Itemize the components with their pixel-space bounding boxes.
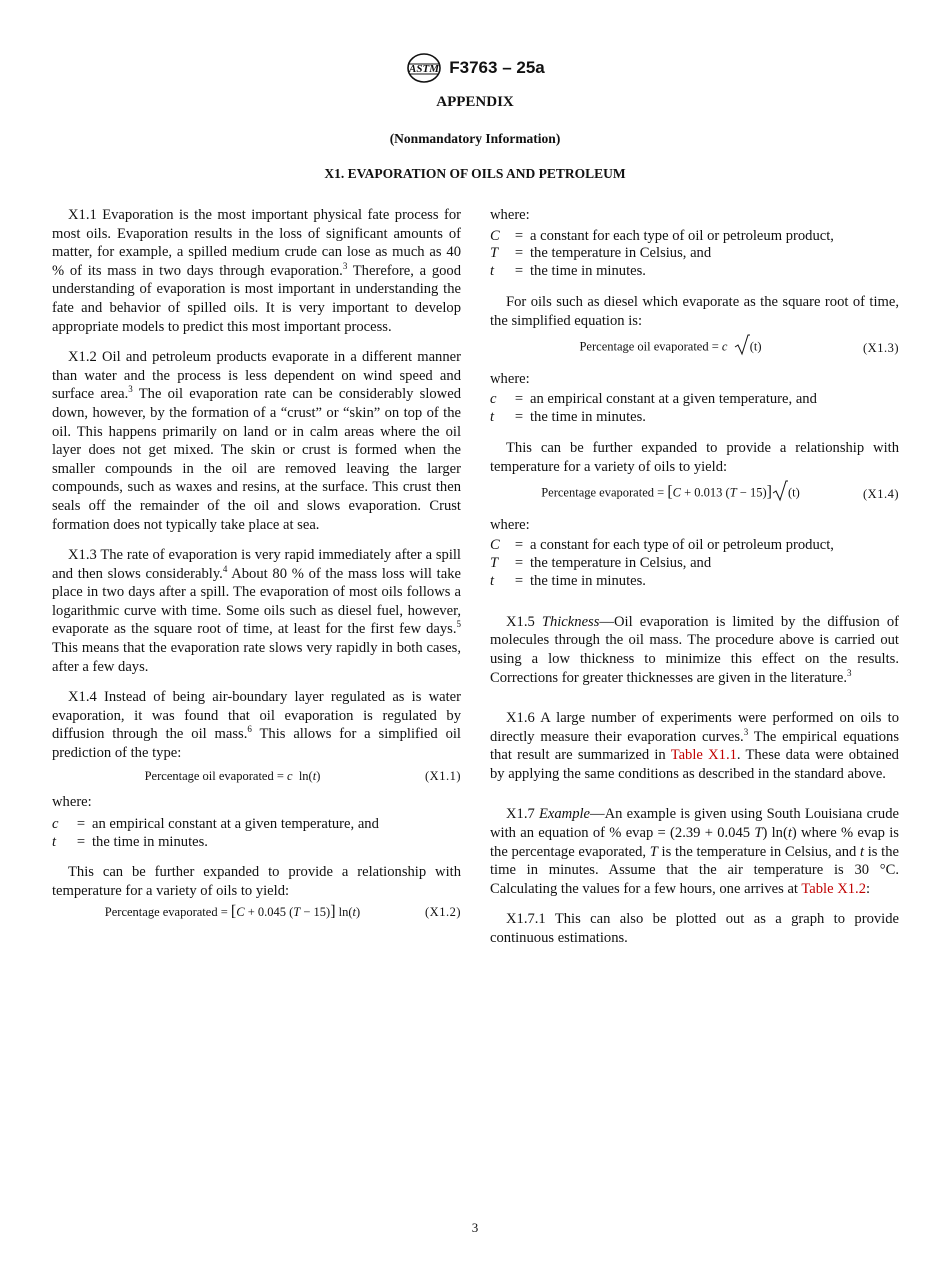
where-label: where: xyxy=(490,516,530,533)
definitions-list xyxy=(52,816,461,852)
appendix-heading: APPENDIX xyxy=(436,94,514,110)
definition-item: t = the time in minutes. xyxy=(490,409,646,426)
left-column xyxy=(52,206,461,929)
para-x1-7-1: X1.7.1 This can also be plotted out as a graph to provide continuous estimations. xyxy=(490,911,899,947)
para-diesel: For oils such as diesel which evaporate as the square root of time, the simplified equation is: xyxy=(490,293,899,329)
definition-item: t = the time in minutes. xyxy=(490,263,646,280)
para-x1-4: X1.4 Instead of being air-boundary layer regulated as is water evaporation, it was found that oil evaporation is regulated by diffusion through the oil mass.$^6$ This allows for a simplified oil prediction of the type: xyxy=(52,689,461,762)
document-header xyxy=(0,52,950,89)
nonmandatory-note: (Nonmandatory Information) xyxy=(389,131,561,146)
definition-item: T = the temperature in Celsius, and xyxy=(490,245,712,262)
equation-x1-3: Percentage oil evaporated = c (t) (X1.3) xyxy=(490,334,899,362)
astm-logo-icon xyxy=(405,52,443,84)
para-x1-1: X1.1 Evaporation is the most important physical fate process for most oils. Evaporation results in the loss of significant amounts of matter, for example, a spilled medium crude can lose as much as 40 % of its mass in two days through evaporation.$^3$ Therefore, a good understanding of evaporation is most important in understanding the fate and behavior of spilled oils. It is very important to develop appropriate models to predict this most important process. xyxy=(52,207,462,335)
para-x1-7: X1.7 Example—An example is given using South Louisiana crude with an equation of % evap = (2.39 + 0.045 T) ln(t) where % evap is the percentage evaporated, T is the temperature in Celsius, and t is the time in minutes. Assume that the air temperature is 30 °C. Calculating the values for a few hours, one arrives at Table X1.2: xyxy=(490,806,899,897)
table-x1-1-link[interactable]: Table X1.1 xyxy=(670,747,737,764)
para-x1-5: X1.5 Thickness—Oil evaporation is limited by the diffusion of molecules through the oil mass. The procedure above is carried out using a low thickness to minimize this effect on the results. Corrections for greater thicknesses are given in the literature.$^3$ xyxy=(490,613,899,686)
table-x1-2-link[interactable]: Table X1.2 xyxy=(801,880,867,897)
para-x1-3: X1.3 The rate of evaporation is very rapid immediately after a spill and then slows considerably.$^4$ About 80 % of the mass loss will take place in two days after a spill. The evaporation of most oils follows a logarithmic curve with time. Some oils such as diesel fuel, however, evaporate as the square root of time, at least for the first few days.$^5$ This means that the evaporation rate slows very rapidly in both cases, after a few days. xyxy=(52,547,461,675)
svg-text:ASTM: ASTM xyxy=(409,63,440,75)
equation-number: (X1.1) xyxy=(425,768,461,783)
equation-number: (X1.2) xyxy=(425,904,461,919)
definition-item: c = an empirical constant at a given temperature, and xyxy=(52,815,379,832)
equation-number: (X1.4) xyxy=(863,486,899,501)
equation-x1-4: Percentage evaporated = [C + 0.013 (T − 15)] (t) (X1.4) xyxy=(490,480,899,508)
definitions-list xyxy=(490,228,899,281)
para-x1-2: X1.2 Oil and petroleum products evaporate in a different manner than water and the process is less dependent on wind speed and surface area.$^3$ The oil evaporation rate can be considerably slowed down, however, by the formation of a “crust” or “skin” on top of the oil. This happens primarily on land or in calm areas where the oil layer does not get mixed. The skin or crust is formed when the smaller compounds in the oil are removed leaving the larger compounds, such as waxes and resins, at the surface. This crust then seals off the remainder of the oil and slows evaporation. Crust formation does not typically take place at sea. xyxy=(52,349,461,533)
definitions-list xyxy=(490,537,899,590)
sqrt-icon xyxy=(734,334,750,362)
equation-number: (X1.3) xyxy=(863,340,899,355)
document-number: F3763 – 25a xyxy=(449,58,545,77)
section-title: X1. EVAPORATION OF OILS AND PETROLEUM xyxy=(324,166,626,181)
where-label: where: xyxy=(490,207,530,223)
para-expand: This can be further expanded to provide a relationship with temperature for a variety of oils to yield: xyxy=(52,864,461,899)
definition-item: C = a constant for each type of oil or petroleum product, xyxy=(490,537,834,554)
definition-item: C = a constant for each type of oil or petroleum product, xyxy=(490,227,834,244)
right-column xyxy=(490,206,899,960)
equation-x1-1: Percentage oil evaporated = c ln(t) (X1.1) xyxy=(52,767,461,786)
sqrt-icon xyxy=(772,480,788,508)
equation-x1-2: Percentage evaporated = [C + 0.045 (T − 15)] ln(t) (X1.2) xyxy=(104,902,461,920)
where-label: where: xyxy=(490,370,530,387)
where-label: where: xyxy=(52,794,92,811)
definitions-list xyxy=(490,391,899,427)
definition-item: T = the temperature in Celsius, and xyxy=(490,555,712,572)
definition-item: t = the time in minutes. xyxy=(52,833,208,850)
page-number: 3 xyxy=(471,1220,479,1235)
definition-item: t = the time in minutes. xyxy=(490,572,646,589)
definition-item: c = an empirical constant at a given temperature, and xyxy=(490,391,817,408)
para-expand-2: This can be further expanded to provide a relationship with temperature for a variety of oils to yield: xyxy=(490,439,899,475)
para-x1-6: X1.6 A large number of experiments were performed on oils to directly measure their evaporation curves.$^3$ The empirical equations that result are summarized in Table X1.1. These data were obtained by applying the same conditions as described in the standard above. xyxy=(490,710,899,782)
